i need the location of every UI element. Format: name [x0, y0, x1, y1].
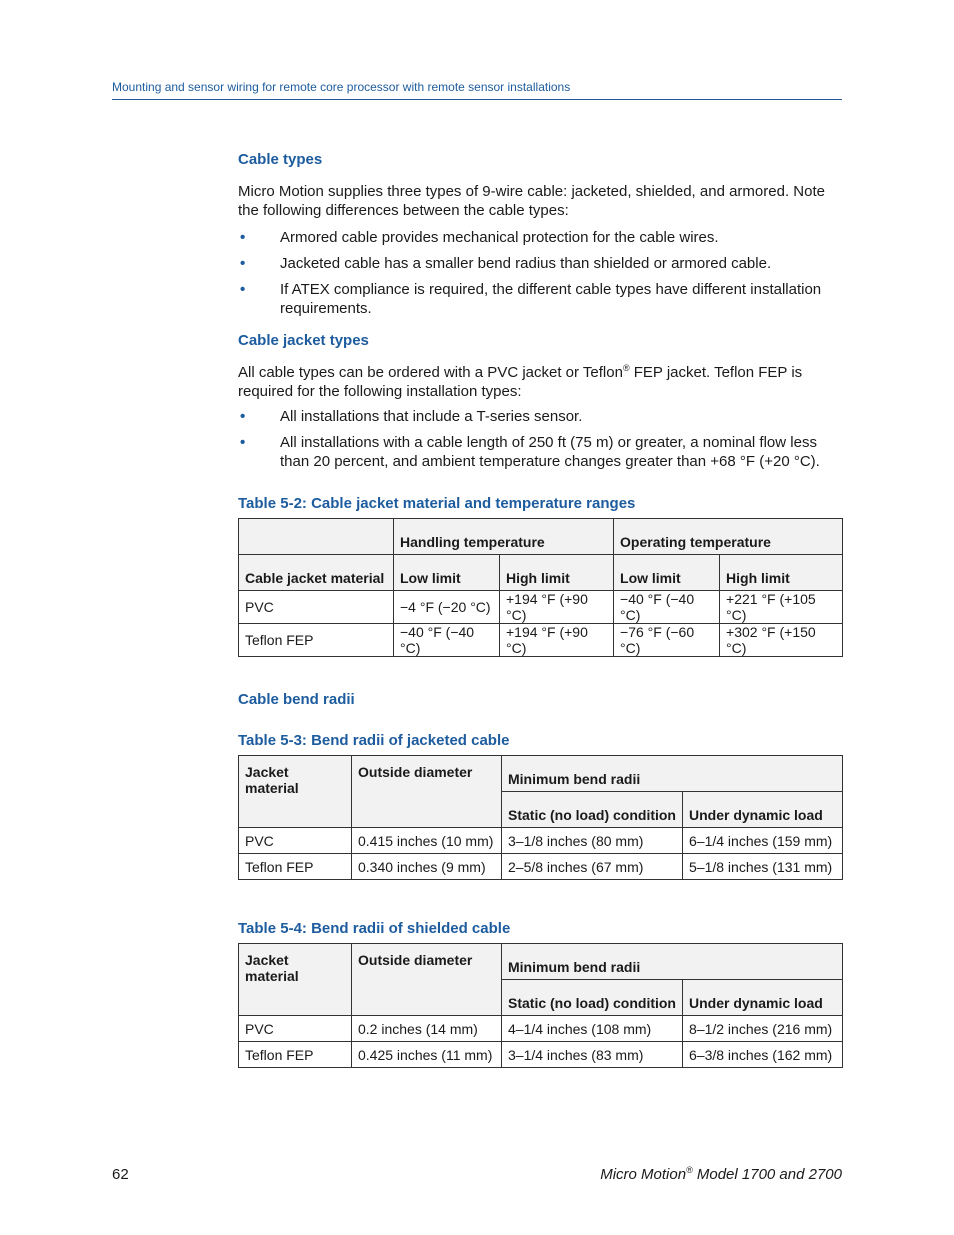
table-cell: −40 °F (−40 °C): [614, 591, 720, 624]
table-cell: 3–1/4 inches (83 mm): [502, 1042, 683, 1068]
list-item: • If ATEX compliance is required, the different cable types have different installation requirements.: [240, 281, 822, 317]
table-5-3-caption: Table 5-3: Bend radii of jacketed cable: [238, 732, 510, 749]
table-header-operating-temperature: Operating temperature: [614, 519, 843, 555]
table-header: High limit: [720, 555, 843, 591]
table-cell: 6–1/4 inches (159 mm): [683, 828, 843, 854]
table-header-jacket-material: Jacket material: [239, 756, 352, 828]
section-heading-cable-bend-radii: Cable bend radii: [238, 691, 355, 708]
list-item: • Jacketed cable has a smaller bend radius than shielded or armored cable.: [240, 255, 772, 272]
table-header-dynamic: Under dynamic load: [683, 980, 843, 1016]
table-cell: PVC: [239, 828, 352, 854]
table-header-minimum-bend-radii: Minimum bend radii: [502, 756, 843, 792]
table-cell: −40 °F (−40 °C): [394, 624, 500, 657]
table-row: [239, 828, 843, 854]
table-5-3: [238, 755, 843, 880]
table-header-static: Static (no load) condition: [502, 980, 683, 1016]
list-item: • Armored cable provides mechanical protection for the cable wires.: [240, 229, 719, 246]
table-5-2-caption: Table 5-2: Cable jacket material and temperature ranges: [238, 495, 636, 512]
cable-jacket-types-intro: All cable types can be ordered with a PVC jacket or Teflon® FEP jacket. Teflon FEP is required for the following installation types:: [238, 363, 803, 400]
table-cell: 0.2 inches (14 mm): [352, 1016, 502, 1042]
table-5-2: [238, 518, 843, 657]
bullet-icon: •: [240, 281, 246, 298]
table-header-row: [239, 944, 843, 980]
table-cell: Teflon FEP: [239, 624, 394, 657]
running-header: Mounting and sensor wiring for remote core processor with remote sensor installations: [112, 80, 842, 100]
table-5-4: [238, 943, 843, 1068]
table-header-row: [239, 555, 843, 591]
registered-mark: ®: [686, 1165, 693, 1175]
table-cell: −4 °F (−20 °C): [394, 591, 500, 624]
table-cell: 5–1/8 inches (131 mm): [683, 854, 843, 880]
table-cell: +302 °F (+150 °C): [720, 624, 843, 657]
table-cell: +221 °F (+105 °C): [720, 591, 843, 624]
list-item: • All installations with a cable length of 250 ft (75 m) or greater, a nominal flow less than 20 percent, and ambient temperature changes greater than +68 °F (+20 °C).: [240, 434, 820, 470]
page-content: [238, 151, 842, 1068]
table-cell: Teflon FEP: [239, 854, 352, 880]
table-header: Low limit: [394, 555, 500, 591]
table-cell: 0.425 inches (11 mm): [352, 1042, 502, 1068]
table-cell: +194 °F (+90 °C): [500, 624, 614, 657]
table-cell: −76 °F (−60 °C): [614, 624, 720, 657]
table-header-jacket-material: Jacket material: [239, 944, 352, 1016]
table-cell: 0.340 inches (9 mm): [352, 854, 502, 880]
table-cell: Teflon FEP: [239, 1042, 352, 1068]
table-header: Cable jacket material: [239, 555, 394, 591]
table-header-minimum-bend-radii: Minimum bend radii: [502, 944, 843, 980]
page-number: 62: [112, 1166, 129, 1183]
cable-types-list: [238, 228, 842, 318]
table-row: [239, 1042, 843, 1068]
bullet-icon: •: [240, 408, 246, 425]
bullet-icon: •: [240, 255, 246, 272]
table-group-header-row: [239, 519, 843, 555]
table-header-dynamic: Under dynamic load: [683, 792, 843, 828]
table-row: [239, 854, 843, 880]
table-header-handling-temperature: Handling temperature: [394, 519, 614, 555]
table-5-4-caption: Table 5-4: Bend radii of shielded cable: [238, 920, 511, 937]
bullet-icon: •: [240, 229, 246, 246]
table-header-outside-diameter: Outside diameter: [352, 944, 502, 1016]
table-cell: PVC: [239, 591, 394, 624]
cable-jacket-types-list: [238, 407, 842, 471]
table-cell: 2–5/8 inches (67 mm): [502, 854, 683, 880]
table-header-static: Static (no load) condition: [502, 792, 683, 828]
table-row: [239, 1016, 843, 1042]
cable-types-intro: Micro Motion supplies three types of 9-wire cable: jacketed, shielded, and armored. Note the following differences between the cable types:: [238, 183, 825, 219]
table-cell: 3–1/8 inches (80 mm): [502, 828, 683, 854]
registered-mark: ®: [622, 363, 630, 373]
table-header: [239, 519, 394, 555]
table-row: [239, 591, 843, 624]
section-heading-cable-types: Cable types: [238, 151, 323, 168]
section-heading-cable-jacket-types: Cable jacket types: [238, 332, 369, 349]
table-header-outside-diameter: Outside diameter: [352, 756, 502, 828]
table-cell: 4–1/4 inches (108 mm): [502, 1016, 683, 1042]
bullet-icon: •: [240, 434, 246, 451]
table-header: High limit: [500, 555, 614, 591]
table-cell: 0.415 inches (10 mm): [352, 828, 502, 854]
list-item: • All installations that include a T-series sensor.: [240, 408, 583, 425]
table-header: Low limit: [614, 555, 720, 591]
table-cell: 6–3/8 inches (162 mm): [683, 1042, 843, 1068]
table-row: [239, 624, 843, 657]
table-cell: PVC: [239, 1016, 352, 1042]
table-header-row: [239, 756, 843, 792]
table-cell: 8–1/2 inches (216 mm): [683, 1016, 843, 1042]
table-cell: +194 °F (+90 °C): [500, 591, 614, 624]
document-title: Micro Motion® Model 1700 and 2700: [600, 1165, 842, 1183]
